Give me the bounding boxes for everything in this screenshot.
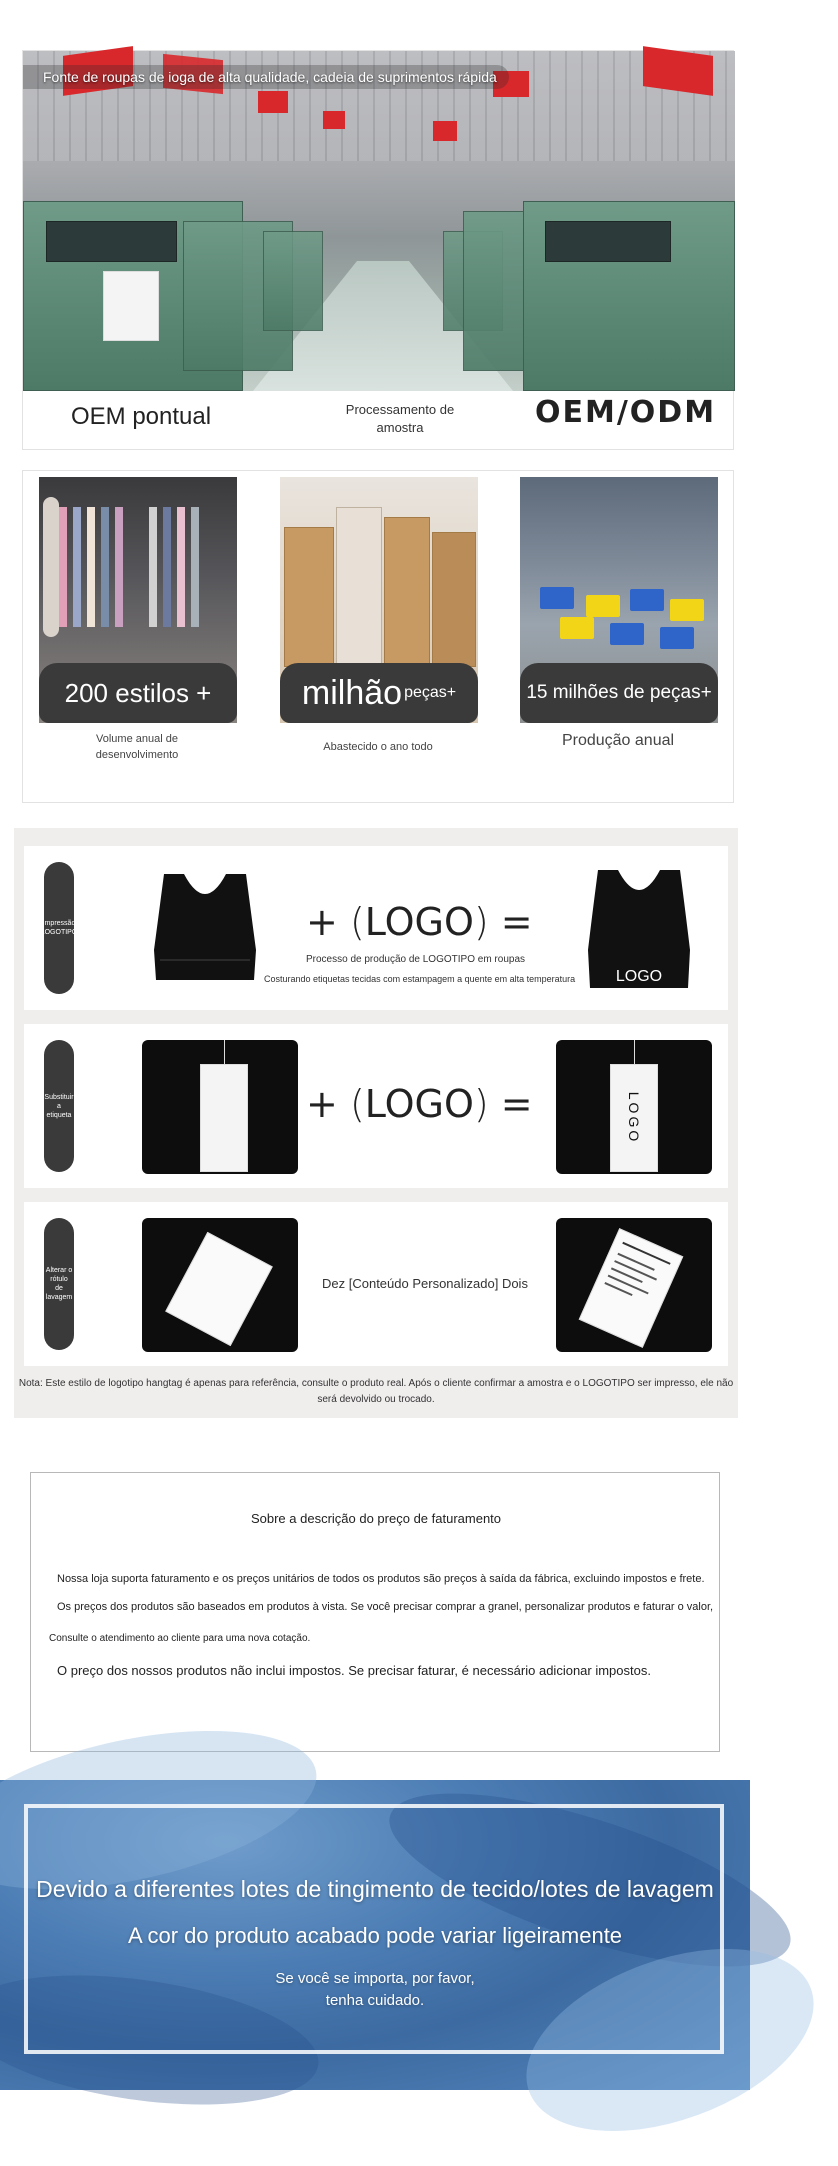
dye-notice-line-4: tenha cuidado.	[325, 1992, 425, 2009]
dye-notice-line-3: Se você se importa, por favor,	[275, 1970, 475, 1987]
row-tag-replace-label: Substituir a etiqueta	[44, 1040, 74, 1172]
row-tag-wash-label: Alterar o rótulo de lavagem	[44, 1218, 74, 1350]
stat-value-million-small: peças+	[404, 684, 457, 701]
stat-value-million-big: milhão	[301, 673, 403, 712]
oem-odm-label: OEM/ODM	[535, 395, 717, 430]
flag-image	[258, 91, 288, 113]
invoice-line-1: Nossa loja suporta faturamento e os preços unitários de todos os produtos são preços à saída da fábrica, excluindo impostos e frete.	[57, 1573, 705, 1585]
machine-paper-sheet	[103, 271, 159, 341]
factory-banner-section	[22, 50, 734, 450]
dye-notice-line-2: A cor do produto acabado pode variar ligeiramente	[127, 1923, 623, 1948]
hangtag-logo-text: LOGO	[626, 1091, 642, 1145]
sample-processing-label: Processamento de amostra	[345, 402, 455, 435]
logo-hangtag-image	[556, 1040, 712, 1174]
hangtag-row	[24, 1024, 728, 1188]
logo-disclaimer-note: Nota: Este estilo de logotipo hangtag é apenas para referência, consulte o produto real. Após o cliente confirmar a amostra e o LOGOTIPO ser impresso, ele não será devolvido ou trocado.	[18, 1378, 734, 1405]
logo-process-title: Processo de produção de LOGOTIPO em roupas	[306, 954, 525, 965]
flag-image	[323, 111, 345, 129]
knitting-machine	[523, 201, 735, 391]
invoice-title: Sobre a descrição do preço de faturamento	[250, 1511, 502, 1526]
factory-photo	[23, 51, 735, 391]
wash-label-row	[24, 1202, 728, 1366]
product-logo-text: LOGO	[615, 968, 663, 985]
invoice-line-4: O preço dos nossos produtos não inclui impostos. Se precisar faturar, é necessário adicionar impostos.	[57, 1663, 651, 1678]
logo-process-subtitle: Costurando etiquetas tecidas com estampagem a quente em alta temperatura	[264, 974, 576, 984]
knitting-machine	[263, 231, 323, 331]
stat-card-production	[520, 477, 718, 723]
stat-value-million	[280, 663, 478, 723]
logo-text: LOGO	[364, 900, 474, 944]
printed-wash-label-image	[556, 1218, 712, 1352]
custom-content-text: Dez [Conteúdo Personalizado] Dois	[322, 1276, 528, 1291]
stat-caption-production: Produção anual	[561, 732, 675, 749]
plus-logo-equation-2: + (LOGO) =	[306, 1082, 533, 1126]
invoice-line-3: Consulte o atendimento ao cliente para uma nova cotação.	[49, 1633, 311, 1644]
logo-text: LOGO	[364, 1082, 474, 1126]
equals-sign: =	[500, 900, 533, 944]
oem-pontual-label: OEM pontual	[71, 403, 212, 430]
plain-wash-label-image	[142, 1218, 298, 1352]
row-tag-print-logo: Impressão LOGOTIPO	[44, 862, 74, 994]
stat-value-production: 15 milhões de peças+	[520, 663, 718, 723]
invoice-description-box	[30, 1472, 720, 1752]
invoice-line-2: Os preços dos produtos são baseados em produtos à vista. Se você precisar comprar a granel, personalizar produtos e faturar o valor,	[57, 1601, 714, 1613]
stat-card-styles	[39, 477, 237, 723]
stat-caption-million: Abastecido o ano todo	[323, 741, 433, 753]
stat-value-styles: 200 estilos +	[39, 663, 237, 723]
logo-customization-section	[14, 828, 738, 1418]
equals-sign: =	[500, 1082, 533, 1126]
plus-sign: +	[306, 900, 338, 944]
sports-bra-plain-image	[150, 870, 260, 984]
plus-logo-equation: + (LOGO) =	[306, 900, 533, 944]
dye-lot-notice-section	[0, 1780, 750, 2090]
plus-sign: +	[306, 1082, 338, 1126]
plain-hangtag-image	[142, 1040, 298, 1174]
dye-notice-line-1: Devido a diferentes lotes de tingimento de tecido/lotes de lavagem	[36, 1876, 714, 1902]
logo-print-row	[24, 846, 728, 1010]
flag-image	[433, 121, 457, 141]
stat-caption-styles: Volume anual de desenvolvimento	[95, 733, 179, 761]
stat-card-million	[280, 477, 478, 723]
banner-caption: Fonte de roupas de ioga de alta qualidade, cadeia de suprimentos rápida	[23, 65, 509, 89]
stats-section	[22, 470, 734, 803]
